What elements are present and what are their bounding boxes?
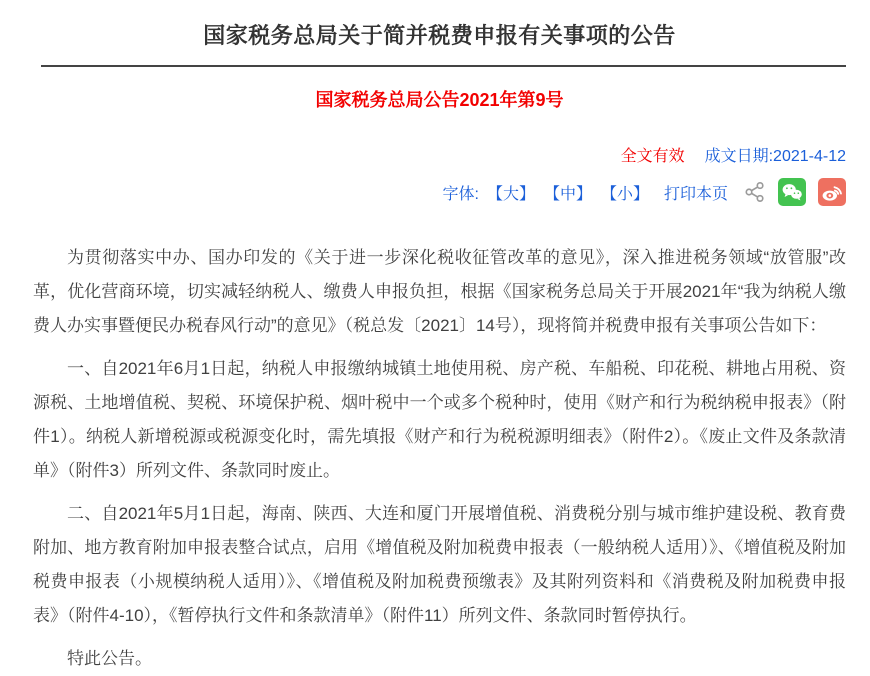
validity-status: 全文有效 [620,148,685,165]
font-size-label: 字体: [442,185,479,203]
weibo-icon[interactable] [818,178,846,206]
font-size-large-button[interactable]: 【大】 [486,185,535,203]
body-paragraph: 特此公告。 [67,649,152,668]
share-icon[interactable] [744,180,766,204]
toolbar [33,178,846,206]
doc-number: 国家税务总局公告2021年第9号 [315,90,564,110]
font-size-medium-button[interactable]: 【中】 [543,185,592,203]
print-page-button[interactable]: 打印本页 [663,185,728,203]
title-divider [41,65,846,67]
wechat-icon[interactable] [778,178,806,206]
doc-date: 成文日期:2021-4-12 [704,148,846,165]
body-paragraph: 二、自2021年5月1日起，海南、陕西、大连和厦门开展增值税、消费税分别与城市维护建设税、教育费附加、地方教育附加申报表整合试点，启用《增值税及附加税费申报表（一般纳税人适用）》、《增值税及附加税费申报表（小规模纳税人适用）》、《增值税及附加税费预缴表》及其附列资料和《消费税及附加税费申报表》（附件4-10），《暂停执行文件和条款清单》（附件11）所列文件、条款同时暂停执行。 [33,504,846,625]
body-paragraph: 为贯彻落实中办、国办印发的《关于进一步深化税收征管改革的意见》，深入推进税务领域“放管服”改革，优化营商环境，切实减轻纳税人、缴费人申报负担，根据《国家税务总局关于开展2021年“我为纳税人缴费人办实事暨便民办税春风行动”的意见》（税总发〔2021〕14号），现将简并税费申报有关事项公告如下： [33,248,846,335]
announcement-body [33,241,846,676]
meta-row [33,143,846,166]
body-paragraph: 一、自2021年6月1日起，纳税人申报缴纳城镇土地使用税、房产税、车船税、印花税、耕地占用税、资源税、土地增值税、契税、环境保护税、烟叶税中一个或多个税种时，使用《财产和行为税纳税申报表》（附件1）。纳税人新增税源或税源变化时，需先填报《财产和行为税税源明细表》（附件2）。《废止文件及条款清单》（附件3）所列文件、条款同时废止。 [33,359,846,480]
font-size-small-button[interactable]: 【小】 [600,185,649,203]
page-title: 国家税务总局关于简并税费申报有关事项的公告 [203,23,676,48]
